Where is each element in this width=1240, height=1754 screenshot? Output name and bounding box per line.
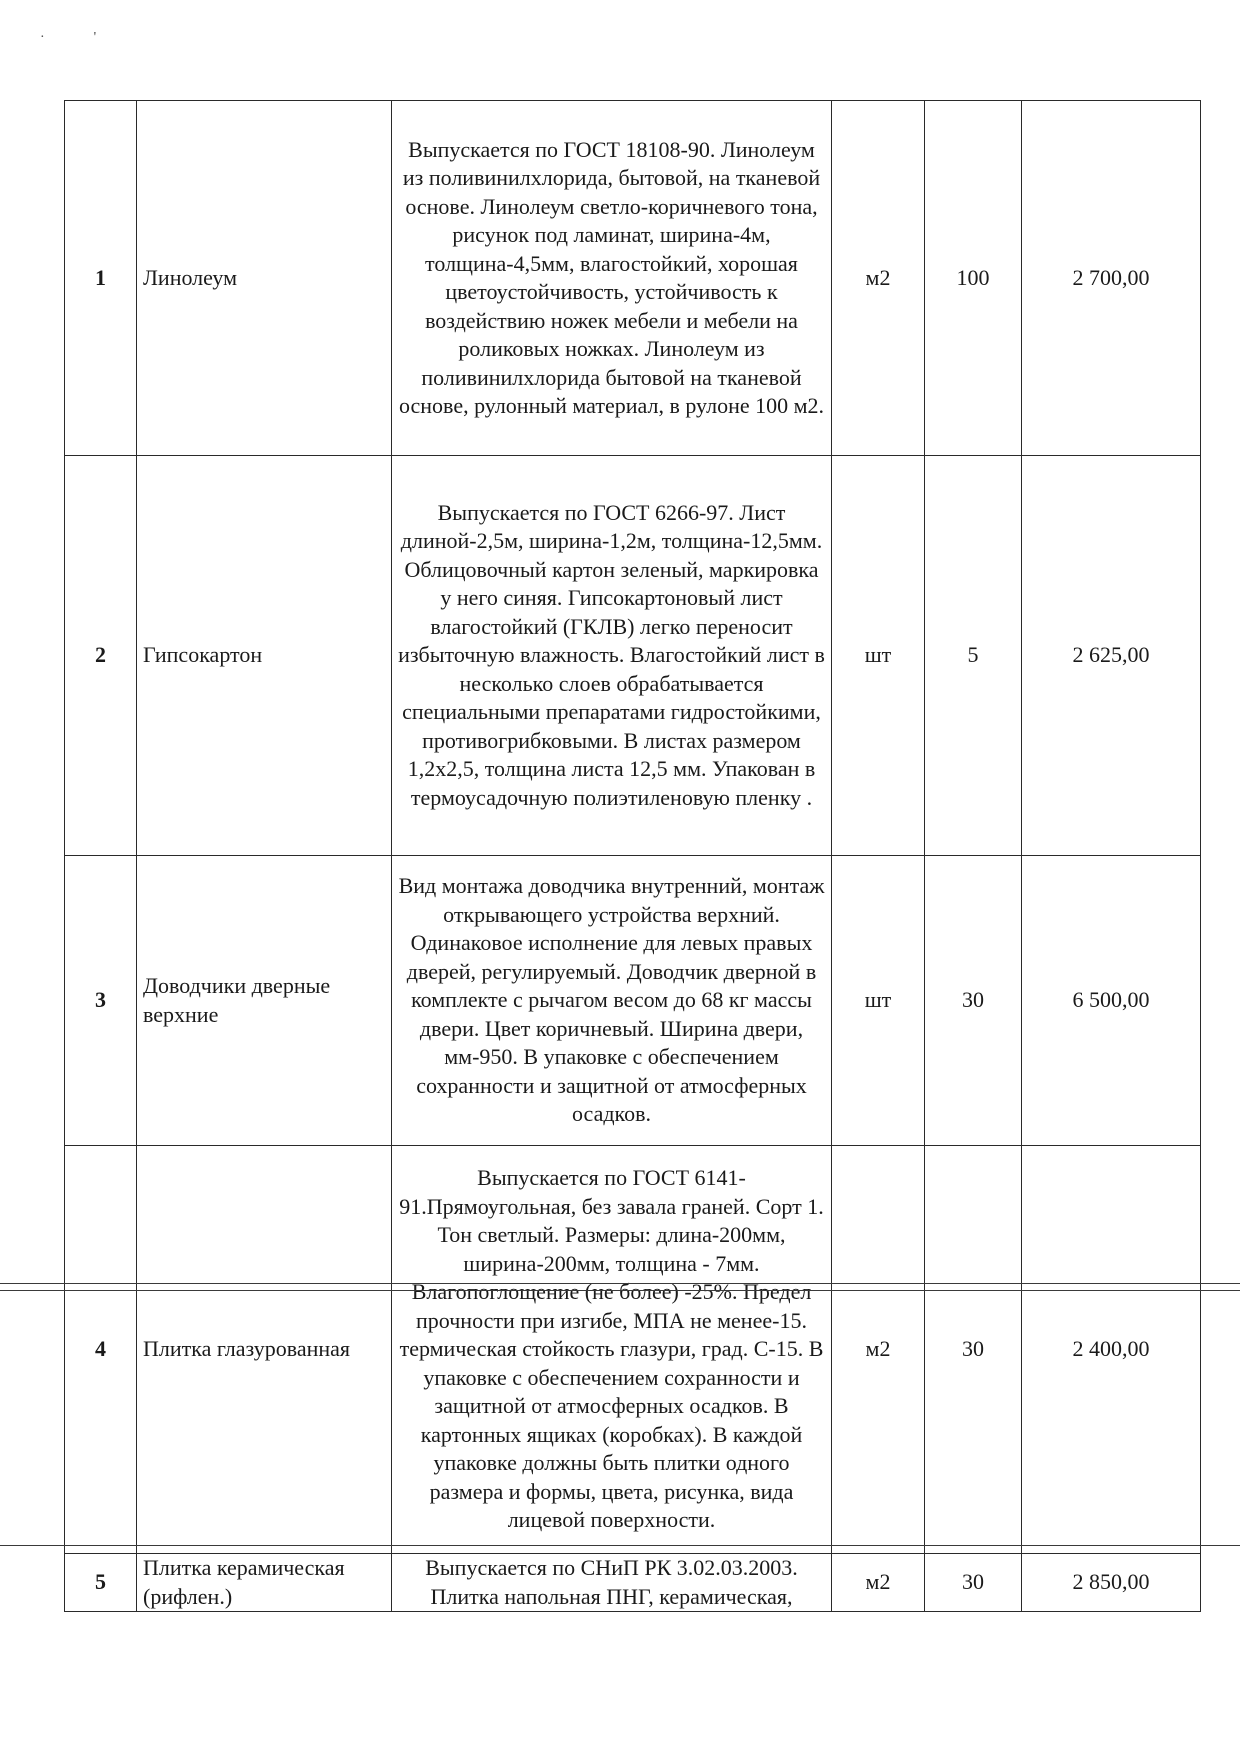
item-description: Вид монтажа доводчика внутренний, монтаж открывающего устройства верхний. Одинаковое исполнение для левых правых дверей, регулируемый. Доводчик дверной в комплекте с рычагом весом до 68 кг массы двери. Цвет коричневый. Ширина двери, мм-950. В упаковке с обеспечением сохранности и защитной от атмосферных осадков. (392, 856, 832, 1146)
item-quantity: 30 (925, 856, 1022, 1146)
item-name: Плитка керамическая (рифлен.) (137, 1554, 392, 1612)
specification-table (64, 100, 1201, 1612)
page-seam-line (0, 1545, 1240, 1546)
item-price: 2 400,00 (1022, 1146, 1201, 1554)
table-row (65, 856, 1201, 1146)
item-description: Выпускается по ГОСТ 6141-91.Прямоугольная, без завала граней. Сорт 1. Тон светлый. Размеры: длина-200мм, ширина-200мм, толщина - 7мм. Влагопоглощение (не более) -25%. Предел прочности при изгибе, МПА не менее-15. термическая стойкость глазури, град. С-15. В упаковке с обеспечением сохранности и защитной от атмосферных осадков. В картонных ящиках (коробках). В каждой упаковке должны быть плитки одного размера и формы, цвета, рисунка, вида лицевой поверхности. (392, 1146, 832, 1554)
table-row (65, 456, 1201, 856)
item-unit: м2 (832, 1146, 925, 1554)
table-row (65, 1146, 1201, 1554)
row-number: 2 (65, 456, 137, 856)
page-seam-line (0, 1283, 1240, 1284)
item-price: 2 700,00 (1022, 101, 1201, 456)
row-number: 5 (65, 1554, 137, 1612)
item-unit: м2 (832, 101, 925, 456)
item-description: Выпускается по СНиП РК 3.02.03.2003. Плитка напольная ПНГ, керамическая, (392, 1554, 832, 1612)
item-quantity: 5 (925, 456, 1022, 856)
row-number: 4 (65, 1146, 137, 1554)
row-number: 3 (65, 856, 137, 1146)
page-seam-line (0, 1290, 1240, 1291)
item-quantity: 30 (925, 1554, 1022, 1612)
item-description: Выпускается по ГОСТ 18108-90. Линолеум из поливинилхлорида, бытовой, на тканевой основе. Линолеум светло-коричневого тона, рисунок под ламинат, ширина-4м, толщина-4,5мм, влагостойкий, хорошая цветоустойчивость, устойчивость к воздействию ножек мебели и мебели на роликовых ножках. Линолеум из поливинилхлорида бытовой на тканевой основе, рулонный материал, в рулоне 100 м2. (392, 101, 832, 456)
item-name: Линолеум (137, 101, 392, 456)
item-unit: м2 (832, 1554, 925, 1612)
table-row (65, 101, 1201, 456)
item-price: 6 500,00 (1022, 856, 1201, 1146)
item-unit: шт (832, 856, 925, 1146)
item-unit: шт (832, 456, 925, 856)
item-quantity: 30 (925, 1146, 1022, 1554)
item-name: Плитка глазурованная (137, 1146, 392, 1554)
item-price: 2 625,00 (1022, 456, 1201, 856)
table-row (65, 1554, 1201, 1612)
item-quantity: 100 (925, 101, 1022, 456)
scan-specks: · ' (40, 30, 97, 45)
item-description: Выпускается по ГОСТ 6266-97. Лист длиной-2,5м, ширина-1,2м, толщина-12,5мм. Облицовочный картон зеленый, маркировка у него синяя. Гипсокартоновый лист влагостойкий (ГКЛВ) легко переносит избыточную влажность. Влагостойкий лист в несколько слоев обрабатывается специальными препаратами гидростойкими, противогрибковыми. В листах размером 1,2х2,5, толщина листа 12,5 мм. Упакован в термоусадочную полиэтиленовую пленку . (392, 456, 832, 856)
item-name: Доводчики дверные верхние (137, 856, 392, 1146)
item-price: 2 850,00 (1022, 1554, 1201, 1612)
item-name: Гипсокартон (137, 456, 392, 856)
row-number: 1 (65, 101, 137, 456)
